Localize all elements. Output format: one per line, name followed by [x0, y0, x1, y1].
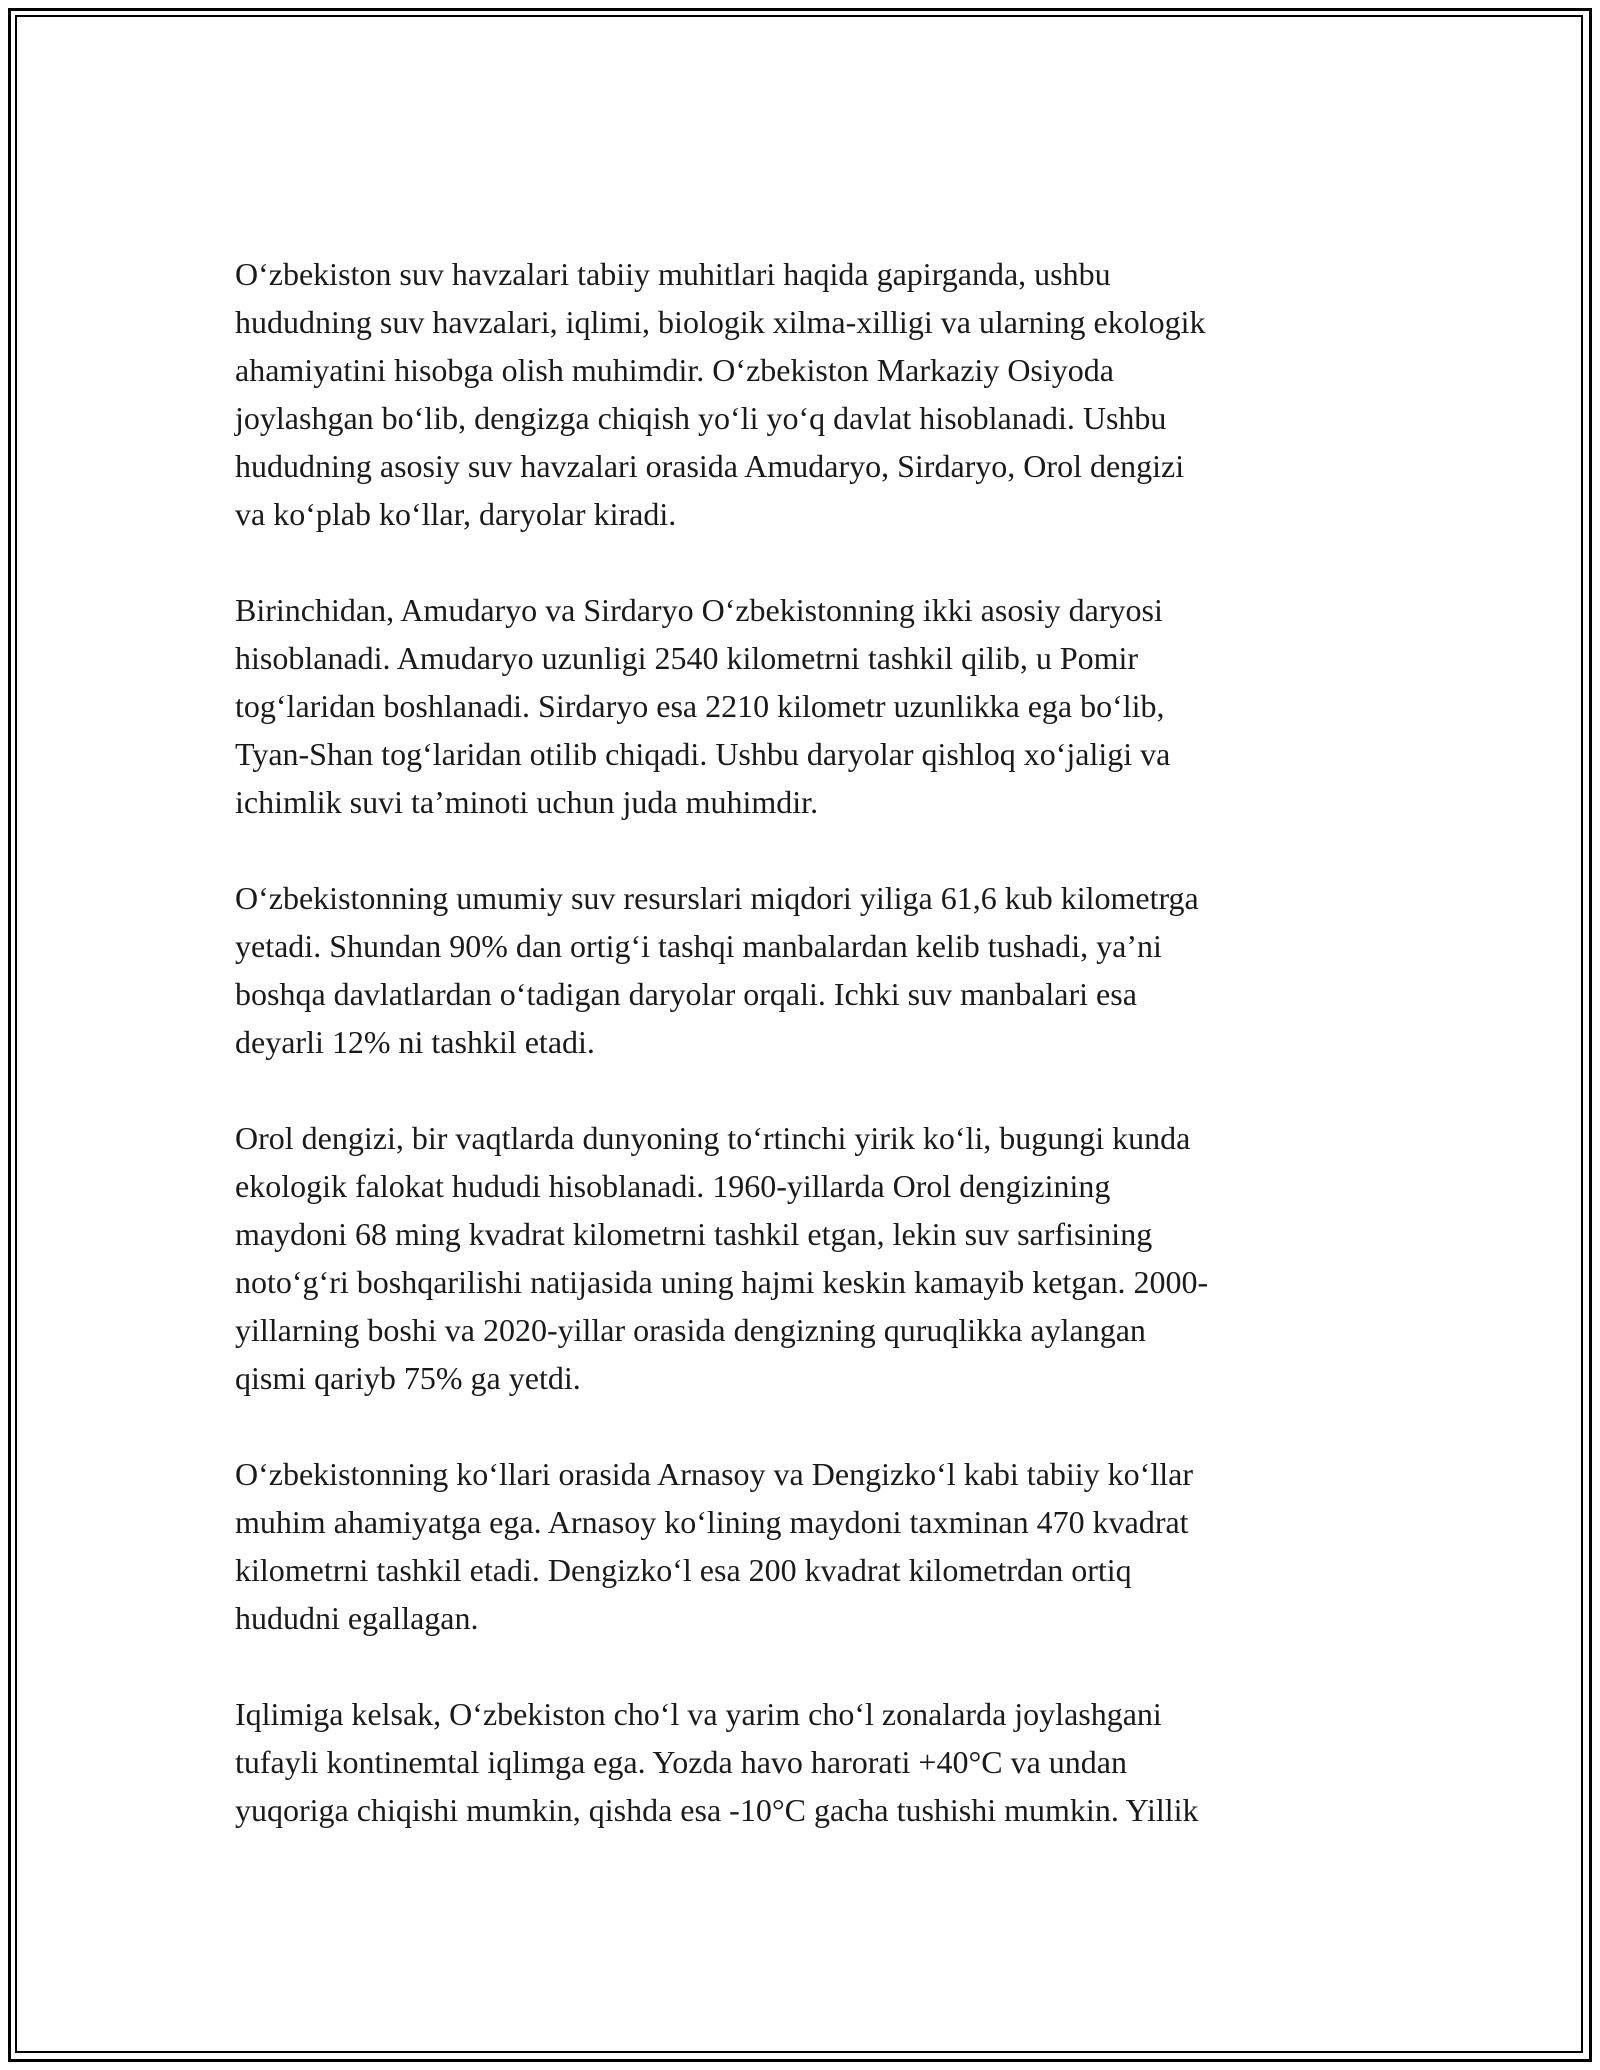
- document-body: [235, 250, 1360, 1882]
- paragraph-4: Orol dengizi, bir vaqtlarda dunyoning to‘rtinchi yirik ko‘li, bugungi kunda ekologik falokat hududi hisoblanadi. 1960-yillarda Orol dengizining maydoni 68 ming kvadrat kilometrni tashkil etgan, lekin suv sarfisining noto‘g‘ri boshqarilishi natijasida uning hajmi keskin kamayib ketgan. 2000- yillarning boshi va 2020-yillar orasida dengizning quruqlikka aylangan qismi qariyb 75% ga yetdi.: [235, 1120, 1209, 1396]
- paragraph-2: Birinchidan, Amudaryo va Sirdaryo O‘zbekistonning ikki asosiy daryosi hisoblanadi. Amudaryo uzunligi 2540 kilometrni tashkil qilib, u Pomir tog‘laridan boshlanadi. Sirdaryo esa 2210 kilometr uzunlikka ega bo‘lib, Tyan-Shan tog‘laridan otilib chiqadi. Ushbu daryolar qishloq xo‘jaligi va ichimlik suvi ta’minoti uchun juda muhimdir.: [235, 592, 1171, 820]
- paragraph-3: O‘zbekistonning umumiy suv resurslari miqdori yiliga 61,6 kub kilometrga yetadi. Shundan 90% dan ortig‘i tashqi manbalardan kelib tushadi, ya’ni boshqa davlatlardan o‘tadigan daryolar orqali. Ichki suv manbalari esa deyarli 12% ni tashkil etadi.: [235, 880, 1199, 1060]
- paragraph-5: O‘zbekistonning ko‘llari orasida Arnasoy va Dengizko‘l kabi tabiiy ko‘llar muhim ahamiyatga ega. Arnasoy ko‘lining maydoni taxminan 470 kvadrat kilometrni tashkil etadi. Dengizko‘l esa 200 kvadrat kilometrdan ortiq hududni egallagan.: [235, 1456, 1193, 1636]
- paragraph-1: O‘zbekiston suv havzalari tabiiy muhitlari haqida gapirganda, ushbu hududning suv havzalari, iqlimi, biologik xilma-xilligi va ularning ekologik ahamiyatini hisobga olish muhimdir. O‘zbekiston Markaziy Osiyoda joylashgan bo‘lib, dengizga chiqish yo‘li yo‘q davlat hisoblanadi. Ushbu hududning asosiy suv havzalari orasida Amudaryo, Sirdaryo, Orol dengizi va ko‘plab ko‘llar, daryolar kiradi.: [235, 256, 1206, 532]
- paragraph-6: Iqlimiga kelsak, O‘zbekiston cho‘l va yarim cho‘l zonalarda joylashgani tufayli kontinemtal iqlimga ega. Yozda havo harorati +40°C va undan yuqoriga chiqishi mumkin, qishda esa -10°C gacha tushishi mumkin. Yillik: [235, 1696, 1199, 1828]
